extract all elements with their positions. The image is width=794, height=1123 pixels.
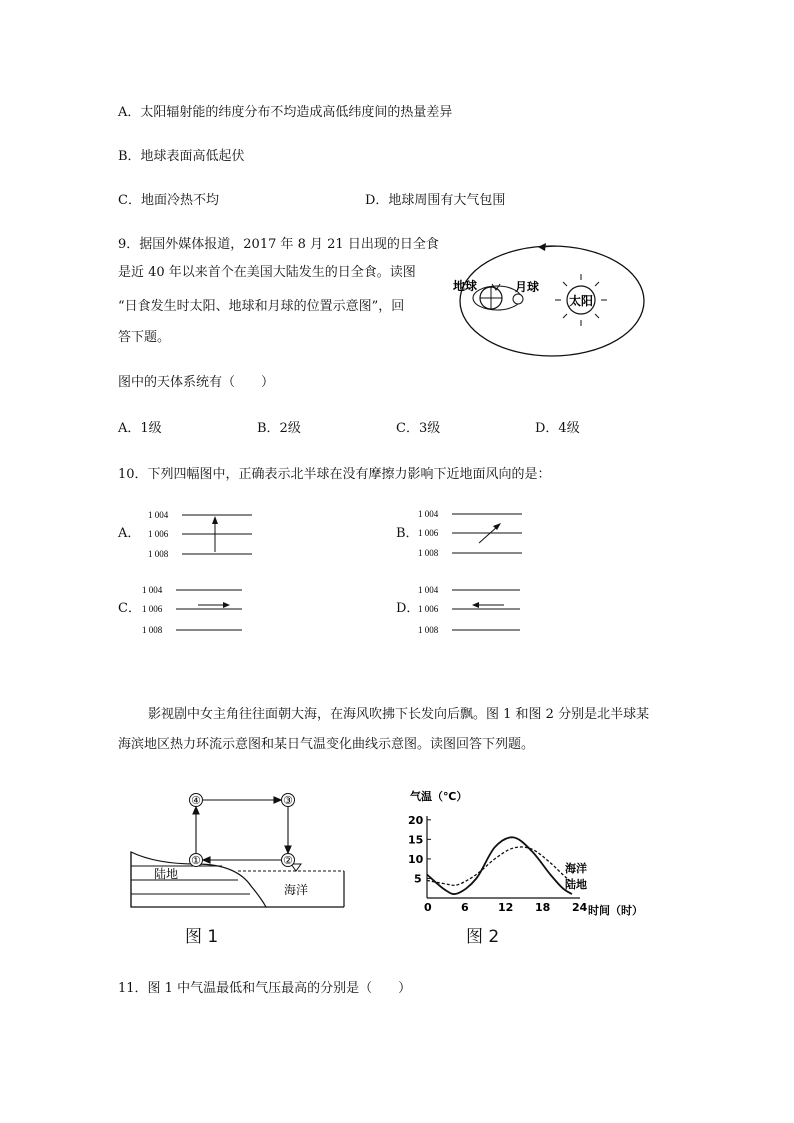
- passage-line: 影视剧中女主角往往面朝大海，在海风吹拂下长发向后飘。图 1 和图 2 分别是北半球某: [148, 707, 650, 722]
- isobar-label: 1 004: [418, 585, 439, 595]
- q10-stem: 10．下列四幅图中，正确表示北半球在没有摩擦力影响下近地面风向的是：: [118, 467, 551, 482]
- y-axis-title: 气温（℃）: [410, 790, 468, 803]
- isobar-label: 1 004: [418, 509, 439, 519]
- moon-icon: [513, 294, 523, 304]
- x-tick-label: 18: [535, 901, 551, 914]
- y-tick-label: 15: [408, 833, 424, 847]
- land-series-label: 陆地: [565, 878, 587, 891]
- sea-series-label: 海洋: [565, 862, 587, 875]
- wind-arrowhead-icon: [223, 602, 230, 608]
- isobar-label: 1 004: [148, 510, 169, 520]
- y-tick-label: 20: [408, 813, 424, 827]
- moon-label: 月球: [515, 280, 540, 294]
- node-1-label: ①: [191, 854, 201, 867]
- wind-arrow: [479, 526, 498, 543]
- sun-earth-moon-diagram: [448, 238, 648, 363]
- q10-panel-d: [412, 580, 527, 636]
- wind-arrowhead-icon: [472, 602, 479, 608]
- q9-option-c: C．3级: [396, 421, 441, 436]
- isobar-label: 1 008: [142, 625, 163, 635]
- x-tick-label: 0: [424, 901, 432, 914]
- x-tick-label: 24: [572, 901, 588, 914]
- q8-option-c: C．地面冷热不均: [118, 193, 219, 208]
- q9-option-d: D．4级: [535, 421, 580, 436]
- q10-panel-a: [140, 505, 260, 561]
- y-tick-label: 5: [414, 872, 422, 886]
- isobar-label: 1 006: [142, 604, 163, 614]
- q8-option-b: B．地球表面高低起伏: [118, 149, 245, 164]
- isobar-label: 1 008: [148, 549, 169, 559]
- q11-stem: 11．图 1 中气温最低和气压最高的分别是（ ）: [118, 981, 412, 996]
- orbit-arrowhead-icon: [538, 243, 546, 251]
- q10-panel-c: [140, 580, 250, 636]
- q9-question: 图中的天体系统有（ ）: [118, 375, 275, 390]
- isobar-label: 1 006: [418, 604, 439, 614]
- y-tick-label: 10: [408, 852, 424, 866]
- land-temperature-line: [427, 837, 572, 894]
- isobar-label: 1 006: [148, 529, 169, 539]
- q9-option-a: A．1级: [118, 421, 162, 436]
- q9-stem-line: 答下题。: [118, 330, 171, 345]
- node-2-label: ②: [283, 854, 293, 867]
- q10-panel-c-label: C．: [118, 601, 141, 616]
- x-axis-title: 时间（时）: [588, 904, 643, 917]
- passage-line: 海滨地区热力环流示意图和某日气温变化曲线示意图。读图回答下列题。: [118, 737, 535, 752]
- earth-label: 地球: [453, 279, 478, 293]
- q10-panel-a-label: A．: [118, 526, 141, 541]
- node-3-label: ③: [283, 794, 293, 807]
- isobar-label: 1 006: [418, 528, 439, 538]
- figure-2-temperature-chart: [400, 786, 655, 921]
- x-tick-label: 6: [461, 901, 469, 914]
- q10-panel-b-label: B．: [396, 526, 419, 541]
- q10-panel-b: [412, 505, 527, 561]
- wind-arrowhead-icon: [212, 516, 218, 524]
- isobar-label: 1 008: [418, 548, 439, 558]
- q9-stem-line: 是近 40 年以来首个在美国大陆发生的日全食。读图: [118, 265, 416, 280]
- figure-2-caption: 图 2: [466, 927, 500, 947]
- q9-stem-line: “日食发生时太阳、地球和月球的位置示意图”，回: [118, 299, 405, 314]
- circulation-arrows: [193, 797, 291, 863]
- sea-label: 海洋: [284, 883, 309, 897]
- q8-option-a: A．太阳辐射能的纬度分布不均造成高低纬度间的热量差异: [118, 105, 453, 120]
- figure-1-thermal-circulation: [126, 788, 351, 910]
- q9-stem-line: 9．据国外媒体报道，2017 年 8 月 21 日出现的日全食: [118, 237, 439, 252]
- sea-temperature-line: [427, 847, 572, 885]
- q10-panel-d-label: D．: [396, 601, 420, 616]
- sun-label: 太阳: [569, 294, 594, 308]
- x-tick-label: 12: [498, 901, 514, 914]
- land-label: 陆地: [154, 867, 179, 881]
- q8-option-d: D．地球周围有大气包围: [365, 193, 506, 208]
- isobar-label: 1 008: [418, 625, 439, 635]
- node-4-label: ④: [191, 794, 201, 807]
- figure-1-caption: 图 1: [185, 927, 219, 947]
- q9-option-b: B．2级: [257, 421, 301, 436]
- isobar-label: 1 004: [142, 585, 163, 595]
